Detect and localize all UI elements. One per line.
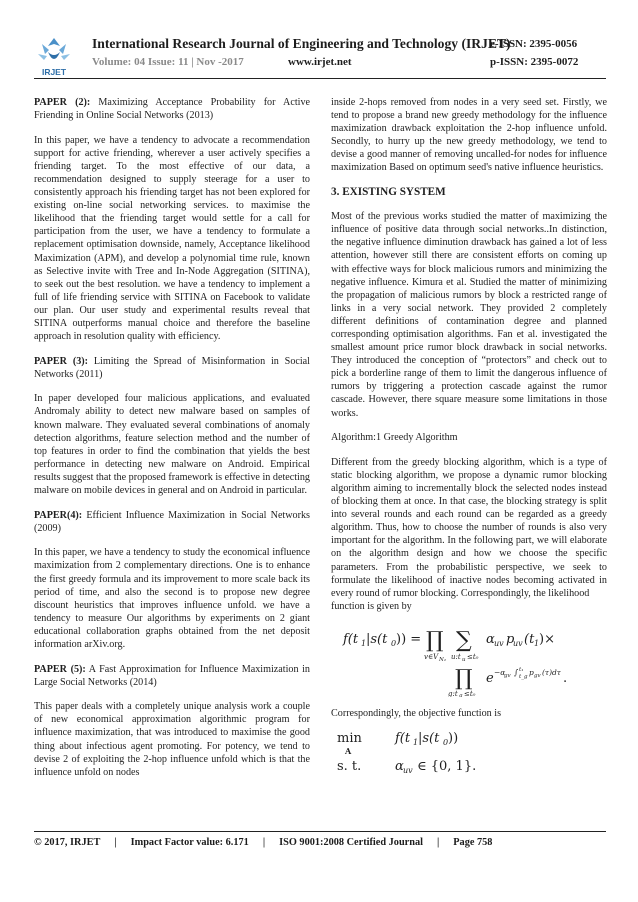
svg-text:e: e (486, 670, 494, 686)
paper-5-title (34, 663, 310, 689)
journal-website-link[interactable]: www.irjet.net (288, 56, 352, 68)
svg-text:u: u (462, 656, 466, 663)
svg-text:1: 1 (413, 738, 419, 748)
p-issn: p-ISSN: 2395-0072 (490, 56, 579, 68)
paper-2-title-text: Maximizing Acceptance Probability for Active Friending in Online Social Networks (2013) (34, 97, 310, 122)
svg-text:∏: ∏ (426, 627, 444, 653)
svg-text:min: min (337, 731, 362, 747)
svg-text:v∈V: v∈V (424, 652, 439, 661)
header-divider (34, 78, 606, 79)
svg-text:uv: uv (513, 638, 523, 648)
e-issn: e-ISSN: 2395-0056 (490, 38, 578, 50)
objective-label: Correspondingly, the objective function is (331, 707, 502, 719)
paper-2-title (34, 96, 310, 122)
svg-text:N₂: N₂ (439, 656, 447, 663)
svg-text:(τ)dτ: (τ)dτ (542, 667, 561, 677)
svg-text:.: . (563, 670, 568, 686)
svg-text:gv: gv (504, 672, 511, 679)
svg-text:)): )) (448, 731, 459, 747)
algorithm-label: Algorithm:1 Greedy Algorithm (331, 432, 458, 444)
paper-4-title (34, 509, 310, 535)
svg-text:∫: ∫ (514, 667, 519, 677)
likelihood-equation (331, 621, 607, 697)
footer-separator: | (262, 837, 266, 848)
svg-text:p: p (529, 667, 534, 677)
paper-5-label: PAPER (5): (34, 663, 86, 675)
svg-text:g:t: g:t (448, 689, 458, 697)
svg-text:∏: ∏ (455, 665, 473, 691)
paper-5-body: This paper deals with a completely unique analysis work a couple of new economical approximation algorithmic program for influence maximization, that was introduced to maximise the good thing about infectious agent promoting. For potency, we tend to devise 2 of exploiting the 2-hop influence unfold which is that the influence unfold on nodes (34, 701, 310, 778)
paper-4-label: PAPER(4): (34, 509, 83, 521)
paper-2-body: In this paper, we have a tendency to advocate a recommendation support for active friending, wherever a user actively specifies a friending target. To the most effective of our data, a recommendation designed to supply steerage for a user to consistently approach his friending target has not been explored for existing on-line social networking services. to maximise the likelihood that the friending target would settle for a call for participation from the user, we have a tendency to formulate a replacement optimisation downside, namely, Acceptance likelihood Maximization (APM), and develop a polynomial time rule, known as Selective invite with Tree and In-Node Aggregation (SITINA), to seek out the best resolution. we have a tendency to implement a full of life friending service with SITINA on Facebook to validate our plan. Our user study and experimental results reveal that SITINA outperforms manual choice and therefore the baseline approach in resolution quality with efficiency. (34, 134, 310, 343)
paper-4-body: In this paper, we have a tendency to study the economical influence maximization from 2 complementary directions. One is to enhance the first greedy formula and its improvement to more scale back its period of time, and also the second is to propose new degree discount heuristics that improves influence unfold. we have a tendency to measure Our algorithms by experiments on 2 giant educational collaboration graphs obtained from the net deposit information arXiv.org. (34, 547, 310, 650)
objective-equation (331, 726, 607, 776)
svg-text:0: 0 (443, 738, 449, 748)
page-footer (34, 837, 606, 848)
paper-2-label: PAPER (2): (34, 97, 91, 108)
svg-text:)×: )× (539, 631, 555, 647)
svg-text:IRJET: IRJET (41, 67, 67, 77)
footer-page-number: Page 758 (453, 837, 493, 848)
journal-title: International Research Journal of Engineering and Technology (IRJET) (92, 36, 511, 51)
svg-text:uv: uv (403, 766, 413, 776)
irjet-logo (36, 36, 72, 78)
paper-3-label: PAPER (3): (34, 355, 89, 367)
journal-header (0, 0, 638, 84)
svg-text:0: 0 (391, 638, 397, 648)
footer-separator: | (436, 837, 440, 848)
svg-text:s. t.: s. t. (337, 759, 362, 775)
svg-text:t_g: t_g (519, 673, 528, 680)
svg-text:α: α (486, 631, 495, 647)
footer-impact-factor: Impact Factor value: 6.171 (130, 837, 249, 848)
svg-text:t₁: t₁ (519, 666, 524, 673)
svg-text:g: g (459, 692, 463, 697)
svg-text:f(t: f(t (395, 731, 411, 747)
svg-text:∑: ∑ (456, 627, 472, 653)
svg-text:1: 1 (534, 638, 540, 648)
right-column (331, 96, 607, 780)
footer-divider (34, 831, 606, 832)
svg-text:≤t₀: ≤t₀ (467, 652, 479, 661)
svg-text:u:t: u:t (451, 652, 461, 661)
svg-text:≤t₀: ≤t₀ (464, 689, 476, 697)
svg-text:gv: gv (534, 672, 541, 679)
svg-text:(t: (t (524, 631, 535, 647)
existing-system-body: Most of the previous works studied the matter of maximizing the influence of positive data through social networks..In distinction, the negative influence diminution drawback has gained a lot of less attention, however still there are consistent efforts on coming up with effective ways for block malicious rumors and minimizing the negative influence. Kimura et al. Studied the matter of minimizing the propagation of malicious rumors by block a restricted range of links in a very social network. They provided 2 completely different definitions of contamination degree and planned corresponding optimisation algorithms. Fan et al. investigated the smallest amount price rumor block drawback in social networks. They introduced the conception of “protectors” and check out to pick a borderline range of them to limit the dangerous influence of rumors by triggering a protection cascade against the rumor cascade. However, there square measure some limitations in those works. (331, 211, 607, 419)
paper-3-body: In paper developed four malicious applications, and evaluated Andromaly ability to detect new malware based on samples of known malware. They evaluated several combinations of anomaly detection algorithms, feature selection method and the number of top features in order to find the combination that yields the best performance in detecting new malware on Android. Empirical results suggest that the proposed framework is effective in detecting malware on mobile devices in general and on Android in particular. (34, 393, 310, 497)
footer-separator: | (114, 837, 117, 848)
paper-3-title-text: Limiting the Spread of Misinformation in Social Networks (2011) (34, 355, 310, 380)
svg-text:A: A (345, 746, 352, 757)
paper-5-title-text: A Fast Approximation for Influence Maximization in Large Social Networks (2014) (34, 663, 310, 688)
svg-text:α: α (395, 759, 404, 775)
svg-text:∈ {0, 1}.: ∈ {0, 1}. (417, 759, 477, 775)
function-label: function is given by (331, 600, 412, 612)
svg-text:f(t: f(t (343, 631, 359, 647)
footer-iso: ISO 9001:2008 Certified Journal (279, 837, 423, 848)
svg-text:|s(t: |s(t (418, 731, 440, 747)
svg-text:)) =: )) = (396, 631, 422, 647)
svg-text:p: p (506, 631, 515, 647)
svg-text:1: 1 (361, 638, 367, 648)
svg-text:uv: uv (494, 638, 504, 648)
algorithm-body: Different from the greedy blocking algorithm, which is a type of static blocking algorithm, we propose a dynamic rumor blocking algorithm aiming to incrementally block the selected nodes instead of blocking them at once. In that case, the blocking strategy is split into several rounds and each round can be regarded as a greedy algorithm. Thus, how to choose the number of rounds is also very important for the algorithm. In the following part, we will elaborate on the algorithm design and how we choose the specific parameters. From the probabilistic perspective, we seek to formulate the likelihood of inactive nodes becoming activated in every round of rumor blocking. Correspondingly, the likelihood (331, 456, 607, 599)
paper-4-title-text: Efficient Influence Maximization in Social Networks (2009) (34, 509, 310, 534)
svg-text:−α: −α (494, 667, 506, 677)
section-heading-existing-system: 3. EXISTING SYSTEM (331, 186, 446, 199)
svg-text:|s(t: |s(t (366, 631, 388, 647)
paper-5-continued: inside 2-hops removed from nodes in a very seed set. Firstly, we tend to propose a brand new greedy methodology for the influence maximization drawback exploitation the 2-hop influence unfold. Secondly, to hurry up the new greedy methodology, we tend to devise a good manner of removing uncalled-for nodes for influence maximization Based on optimum seed's native influence heuristics. (331, 97, 607, 174)
volume-issue: Volume: 04 Issue: 11 | Nov -2017 (92, 56, 244, 68)
left-column (34, 96, 310, 779)
footer-copyright: © 2017, IRJET (34, 837, 101, 848)
paper-3-title (34, 355, 310, 381)
